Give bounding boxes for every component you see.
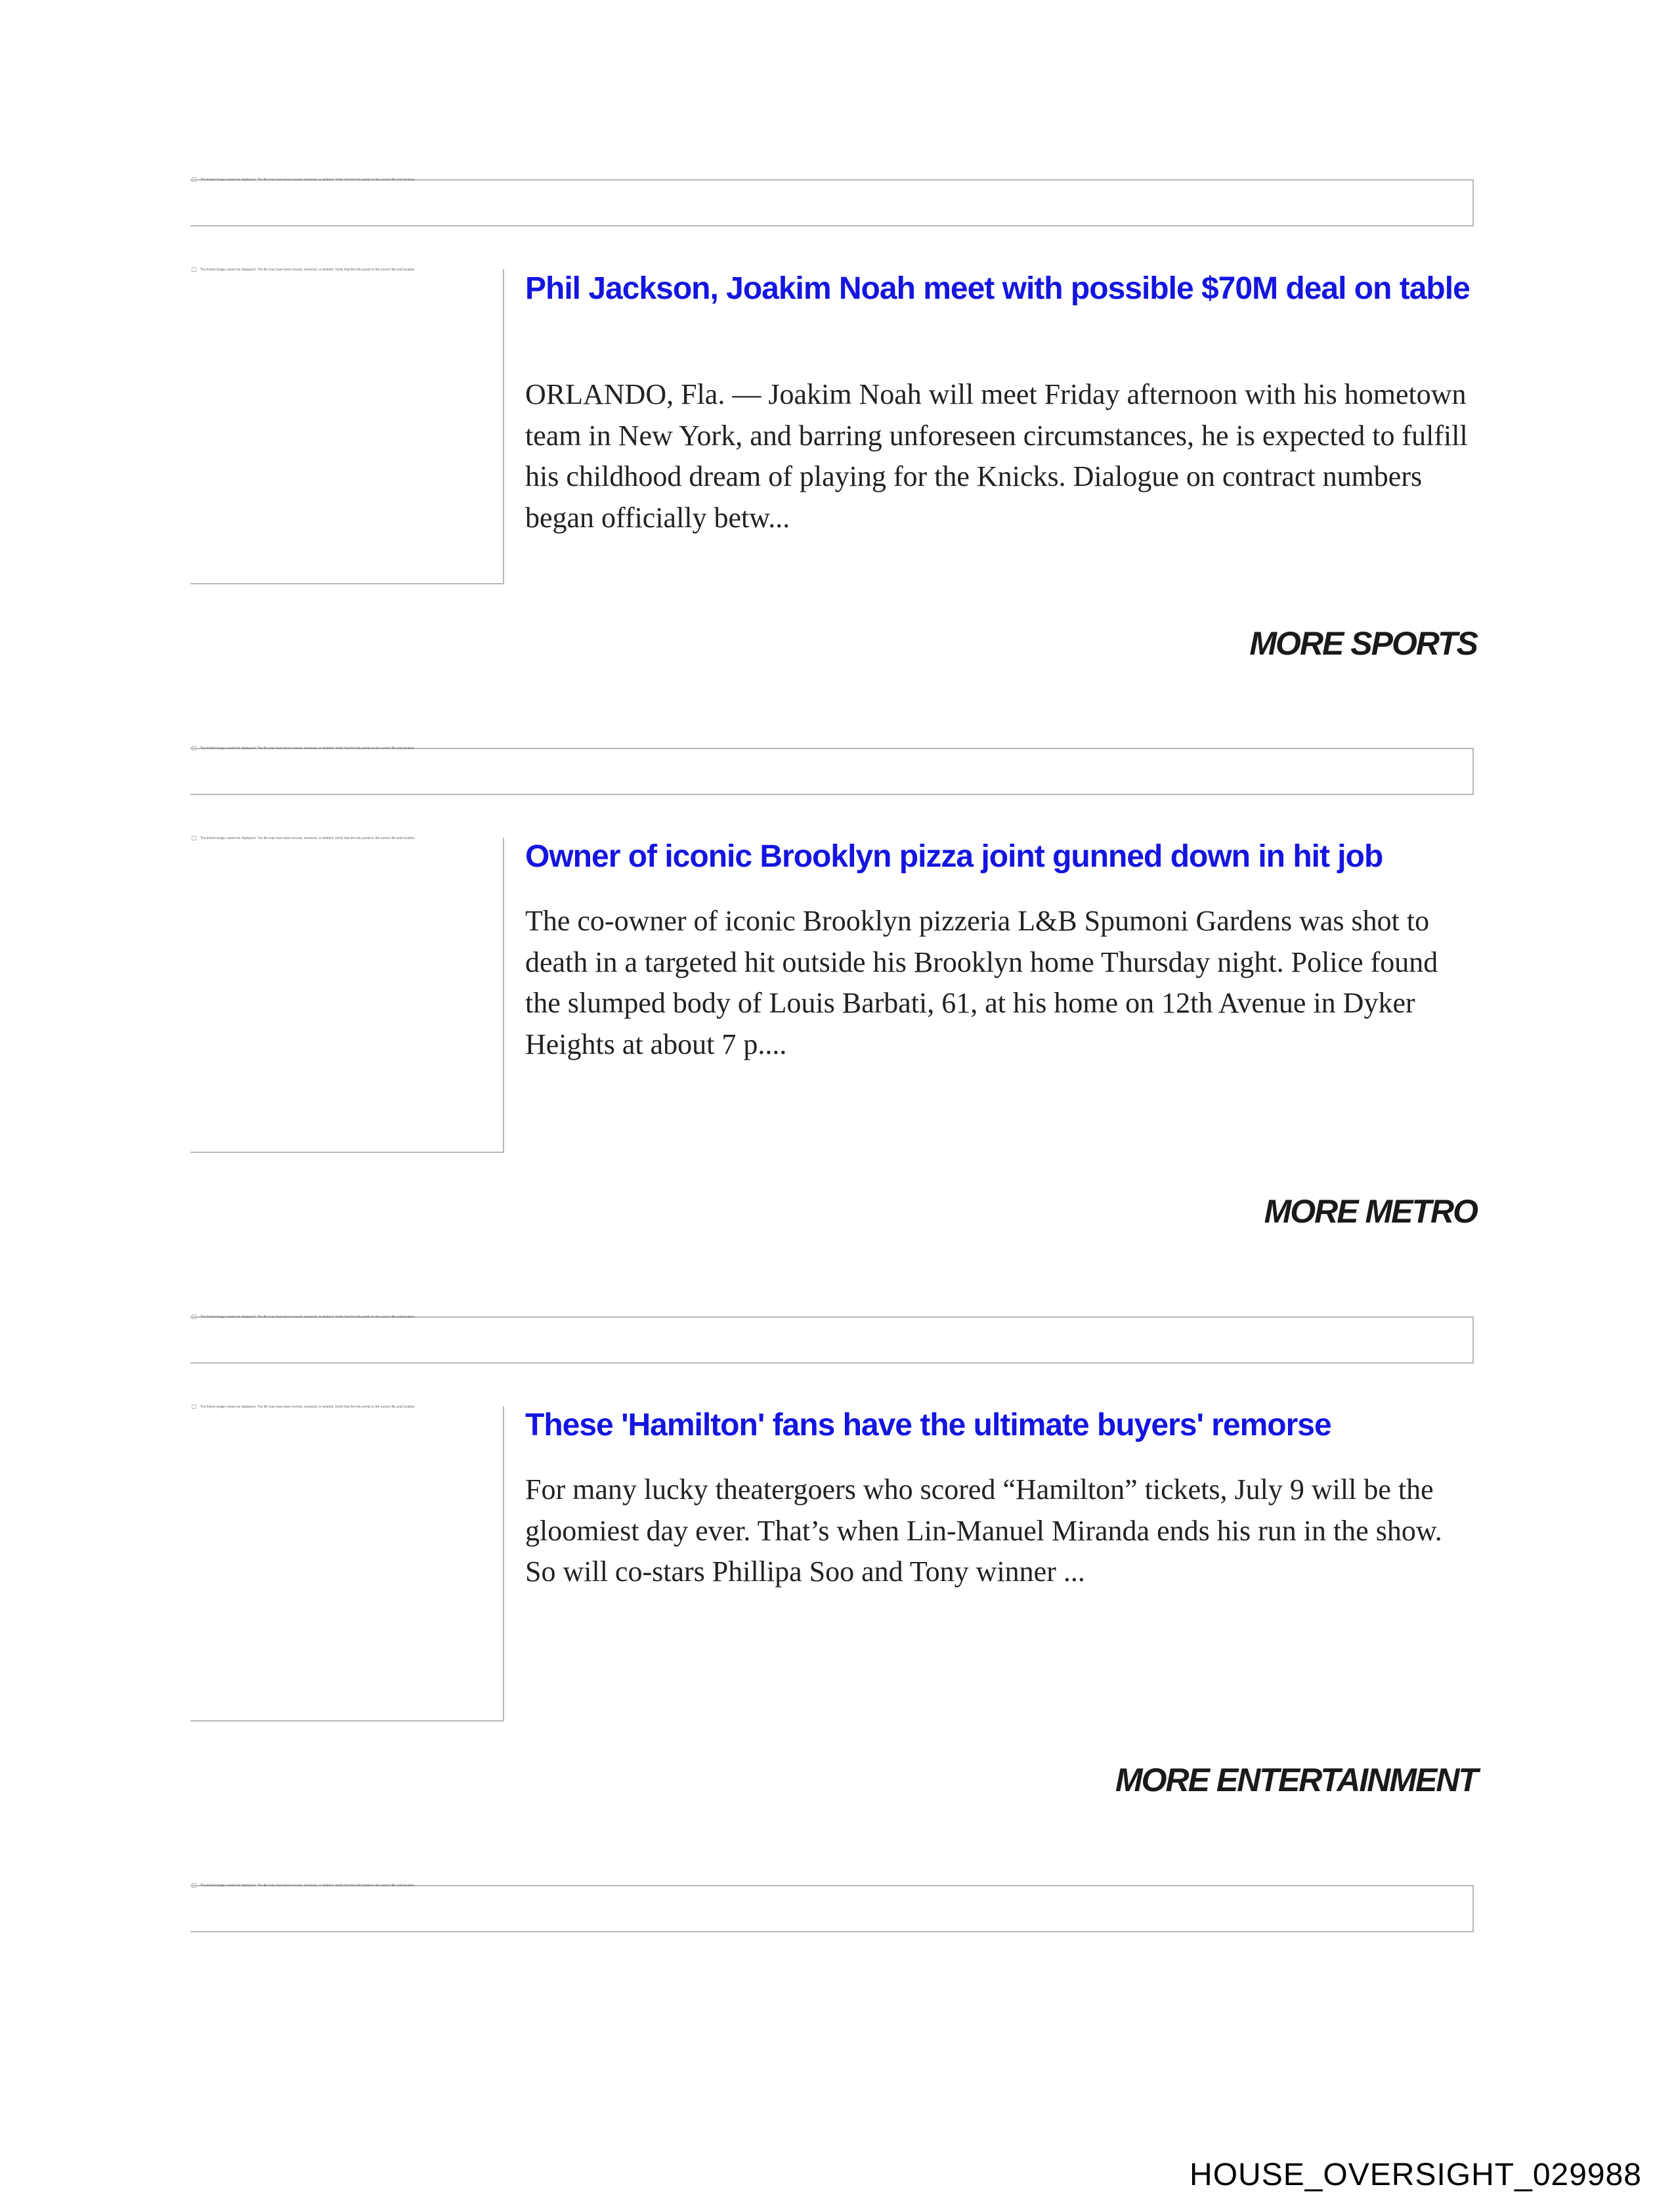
broken-image-icon <box>192 836 196 840</box>
broken-image-notice <box>192 1404 416 1409</box>
article-headline-link[interactable]: Phil Jackson, Joakim Noah meet with possible $70M deal on table <box>525 271 1470 306</box>
broken-image-icon <box>192 1883 196 1888</box>
broken-image-notice <box>192 267 416 272</box>
broken-image-icon <box>192 267 196 272</box>
more-entertainment-link[interactable]: MORE ENTERTAINMENT <box>1115 1762 1477 1798</box>
ad-banner-placeholder <box>190 1316 1474 1364</box>
broken-image-text: The linked image cannot be displayed. The file may have been moved, renamed, or deleted. Verify that the link points to the correct file and location. <box>200 177 416 182</box>
ad-banner-placeholder <box>190 748 1474 795</box>
broken-image-text: The linked image cannot be displayed. The file may have been moved, renamed, or deleted. Verify that the link points to the correct file and location. <box>200 267 416 272</box>
article-summary: The co-owner of iconic Brooklyn pizzeria L&B Spumoni Gardens was shot to death in a targeted hit outside his Brooklyn home Thursday night. Police found the slumped body of Louis Barbati, 61, at his home on 12th Avenue in Dyker Heights at about 7 p.... <box>525 905 1438 1060</box>
more-sports-link[interactable]: MORE SPORTS <box>1249 625 1477 662</box>
broken-image-text: The linked image cannot be displayed. The file may have been moved, renamed, or deleted. Verify that the link points to the correct file and location. <box>200 1883 416 1888</box>
broken-image-text: The linked image cannot be displayed. The file may have been moved, renamed, or deleted. Verify that the link points to the correct file and location. <box>200 836 416 840</box>
article-thumbnail-placeholder[interactable] <box>190 269 504 584</box>
broken-image-text: The linked image cannot be displayed. The file may have been moved, renamed, or deleted. Verify that the link points to the correct file and location. <box>200 1314 416 1319</box>
broken-image-icon <box>192 1314 196 1319</box>
broken-image-text: The linked image cannot be displayed. The file may have been moved, renamed, or deleted. Verify that the link points to the correct file and location. <box>200 1404 416 1409</box>
broken-image-icon <box>192 1404 196 1409</box>
article-summary: ORLANDO, Fla. — Joakim Noah will meet Friday afternoon with his hometown team in New York, and barring unforeseen circumstances, he is expected to fulfill his childhood dream of playing for the Knicks. Dialogue on contract numbers began officially betw... <box>525 378 1468 534</box>
broken-image-text: The linked image cannot be displayed. The file may have been moved, renamed, or deleted. Verify that the link points to the correct file and location. <box>200 746 416 750</box>
bates-number: HOUSE_OVERSIGHT_029988 <box>1190 2158 1642 2192</box>
article-thumbnail-placeholder[interactable] <box>190 838 504 1153</box>
article-summary: For many lucky theatergoers who scored “Hamilton” tickets, July 9 will be the gloomiest day ever. That’s when Lin-Manuel Miranda ends his run in the show. So will co-stars Phillipa Soo and Tony winner ... <box>525 1473 1442 1588</box>
article-headline-link[interactable]: Owner of iconic Brooklyn pizza joint gunned down in hit job <box>525 839 1383 874</box>
ad-banner-placeholder <box>190 179 1474 227</box>
article-headline-link[interactable]: These 'Hamilton' fans have the ultimate buyers' remorse <box>525 1408 1331 1442</box>
more-metro-link[interactable]: MORE METRO <box>1264 1193 1477 1230</box>
broken-image-notice <box>192 177 416 182</box>
broken-image-notice <box>192 836 416 840</box>
broken-image-notice <box>192 1883 416 1888</box>
broken-image-notice <box>192 746 416 750</box>
ad-banner-placeholder <box>190 1885 1474 1932</box>
broken-image-notice <box>192 1314 416 1319</box>
article-thumbnail-placeholder[interactable] <box>190 1406 504 1722</box>
broken-image-icon <box>192 177 196 182</box>
broken-image-icon <box>192 746 196 750</box>
